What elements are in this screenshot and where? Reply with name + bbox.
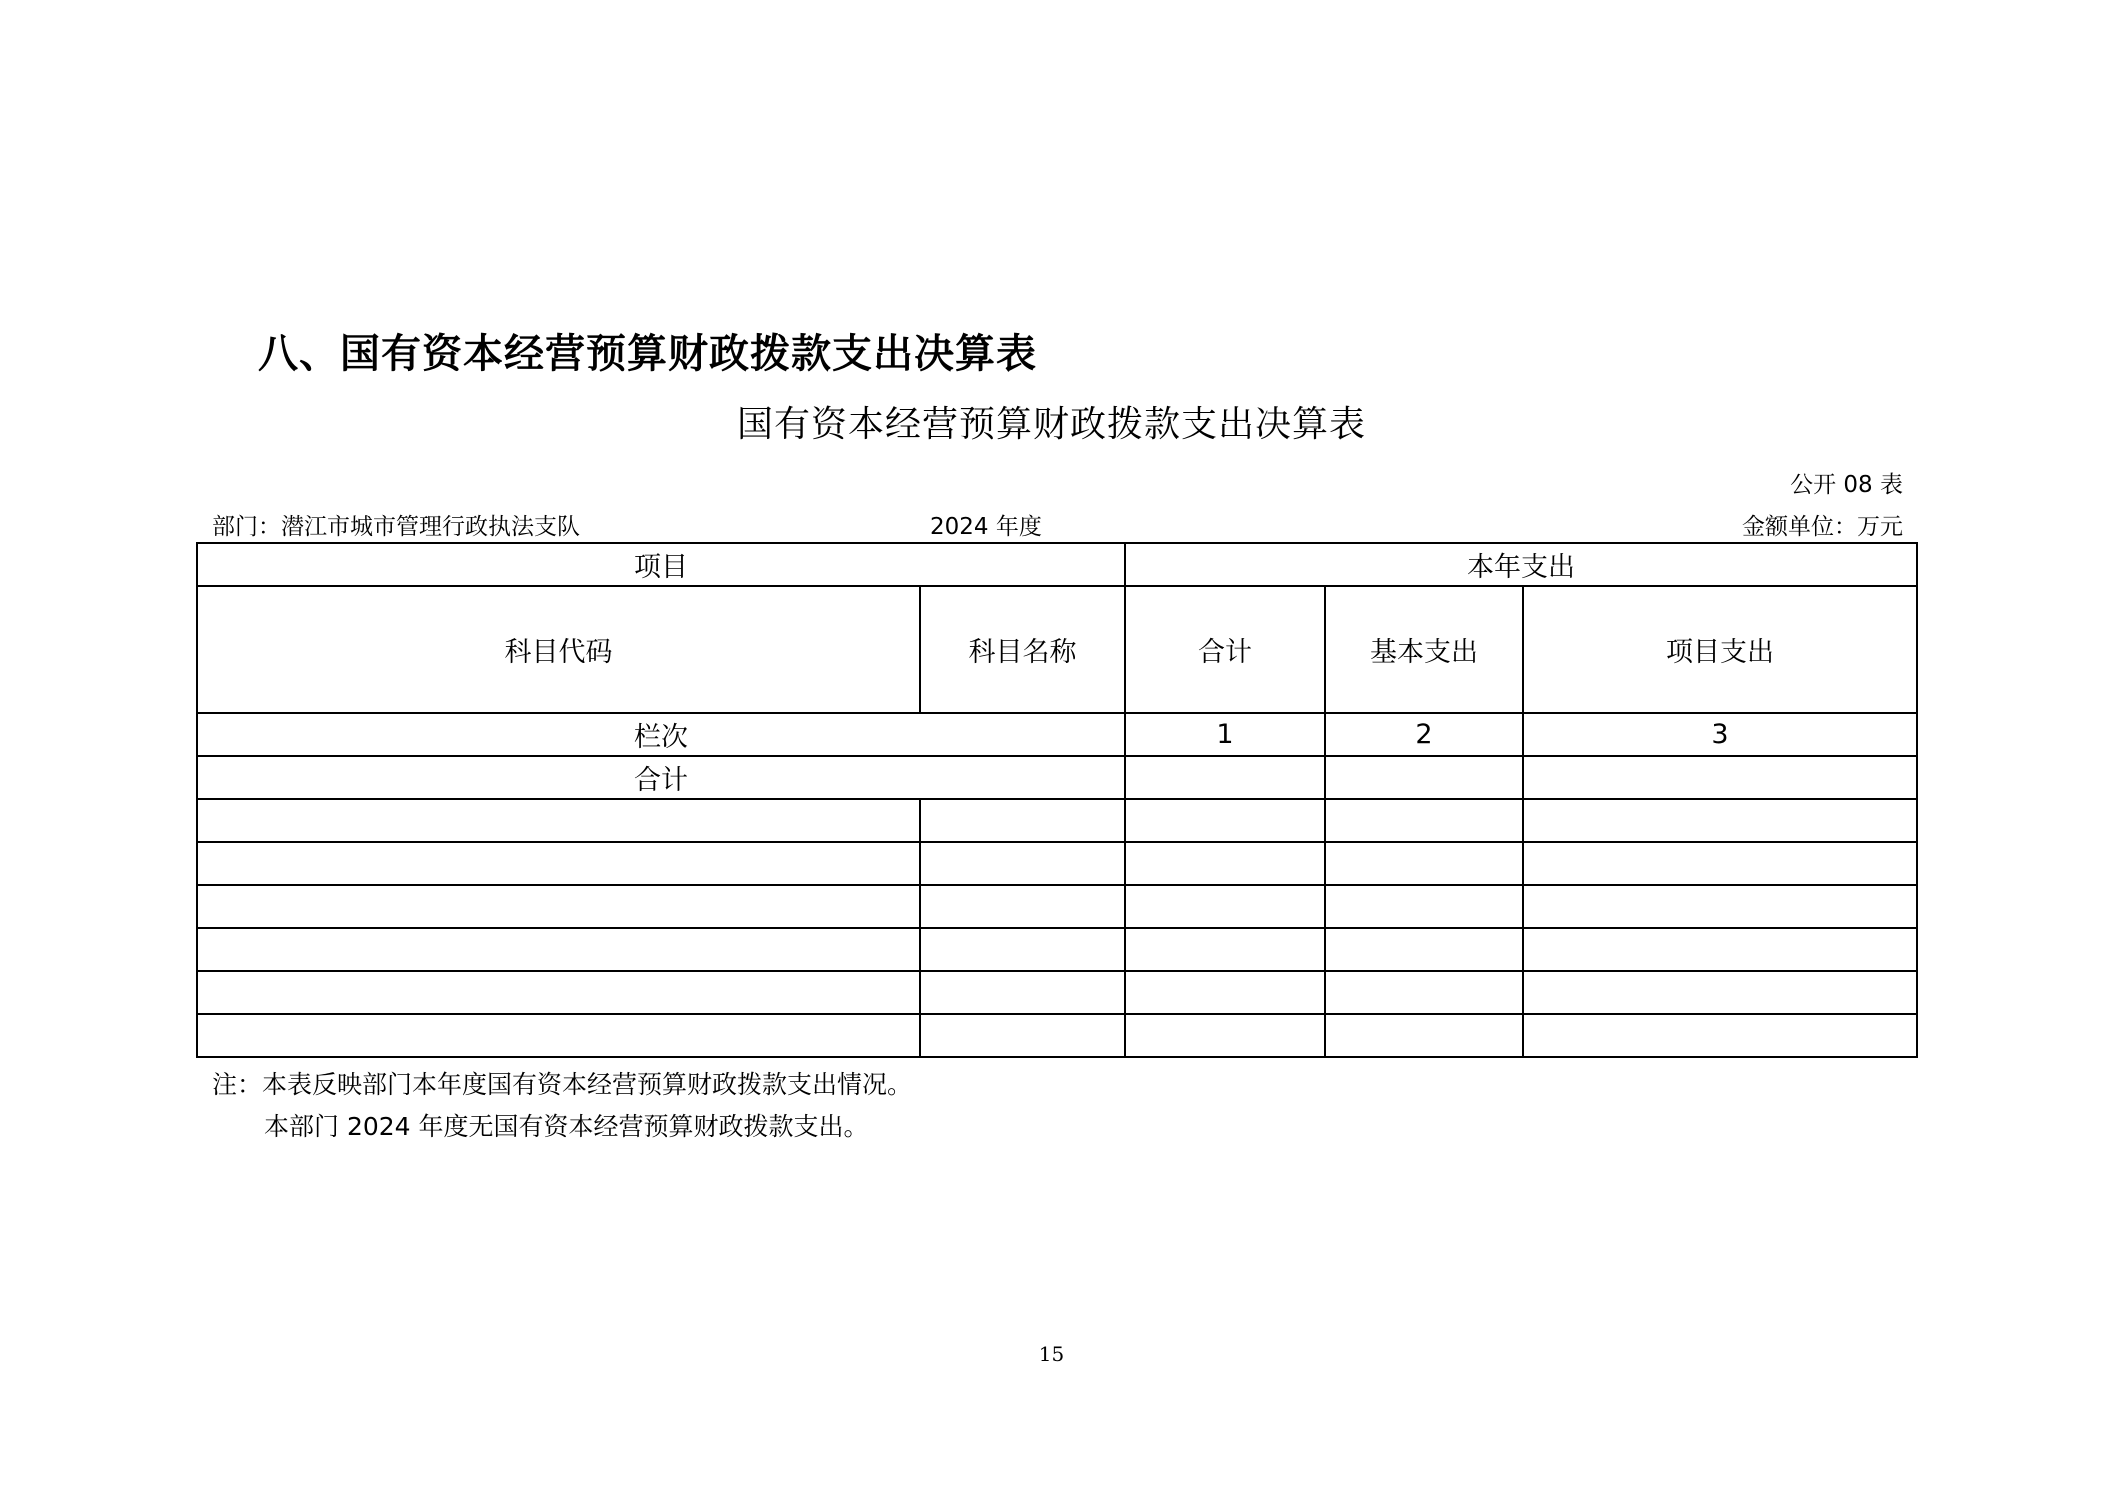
department-label: 部门：潜江市城市管理行政执法支队	[212, 514, 580, 540]
column-index-1: 1	[1125, 713, 1325, 756]
table-row	[197, 842, 1917, 885]
column-subject-name: 科目名称	[920, 586, 1125, 713]
column-index-2: 2	[1325, 713, 1523, 756]
table-cell	[1325, 971, 1523, 1014]
table-title: 国有资本经营预算财政拨款支出决算表	[736, 404, 1366, 445]
table-cell	[197, 885, 920, 928]
table-cell	[197, 842, 920, 885]
column-index-label: 栏次	[197, 713, 1125, 756]
table-cell	[1125, 928, 1325, 971]
header-row-1	[197, 543, 1917, 586]
table-cell	[197, 928, 920, 971]
fiscal-year: 2024 年度	[930, 514, 1042, 540]
section-heading: 八、国有资本经营预算财政拨款支出决算表	[258, 331, 1037, 377]
table-row	[197, 799, 1917, 842]
table-cell	[1523, 799, 1917, 842]
table-cell	[1523, 971, 1917, 1014]
column-basic-expenditure: 基本支出	[1325, 586, 1523, 713]
table-cell	[920, 799, 1125, 842]
table-cell	[920, 971, 1125, 1014]
total-row	[197, 756, 1917, 799]
table-cell	[1325, 928, 1523, 971]
header-row-2	[197, 586, 1917, 713]
table-cell	[1125, 885, 1325, 928]
table-row	[197, 928, 1917, 971]
table-cell	[1125, 842, 1325, 885]
column-index-3: 3	[1523, 713, 1917, 756]
header-current-year-expenditure: 本年支出	[1125, 543, 1917, 586]
table-cell	[197, 1014, 920, 1057]
table-cell	[920, 842, 1125, 885]
table-cell	[197, 799, 920, 842]
column-index-row	[197, 713, 1917, 756]
total-cell	[1523, 756, 1917, 799]
column-subject-code: 科目代码	[197, 586, 920, 713]
page-number: 15	[1038, 1342, 1065, 1366]
table-cell	[1125, 1014, 1325, 1057]
total-row-label: 合计	[197, 756, 1125, 799]
table-row	[197, 971, 1917, 1014]
table-cell	[1325, 885, 1523, 928]
table-cell	[920, 1014, 1125, 1057]
amount-unit: 金额单位：万元	[1742, 514, 1903, 540]
total-cell	[1125, 756, 1325, 799]
header-project: 项目	[197, 543, 1125, 586]
table-row	[197, 885, 1917, 928]
table-row	[197, 1014, 1917, 1057]
table-cell	[1523, 928, 1917, 971]
form-code: 公开 08 表	[1790, 472, 1903, 498]
total-cell	[1325, 756, 1523, 799]
table-cell	[1523, 1014, 1917, 1057]
table-cell	[1125, 799, 1325, 842]
column-project-expenditure: 项目支出	[1523, 586, 1917, 713]
note-line-2: 本部门 2024 年度无国有资本经营预算财政拨款支出。	[264, 1112, 869, 1141]
table-cell	[1325, 799, 1523, 842]
notes	[212, 1064, 912, 1148]
table-cell	[1325, 1014, 1523, 1057]
column-total: 合计	[1125, 586, 1325, 713]
table-cell	[197, 971, 920, 1014]
table-cell	[920, 928, 1125, 971]
table-cell	[920, 885, 1125, 928]
table-cell	[1125, 971, 1325, 1014]
table-cell	[1523, 842, 1917, 885]
expenditure-table	[196, 542, 1918, 1058]
table-cell	[1523, 885, 1917, 928]
table-cell	[1325, 842, 1523, 885]
note-line-1: 注：本表反映部门本年度国有资本经营预算财政拨款支出情况。	[212, 1070, 913, 1099]
